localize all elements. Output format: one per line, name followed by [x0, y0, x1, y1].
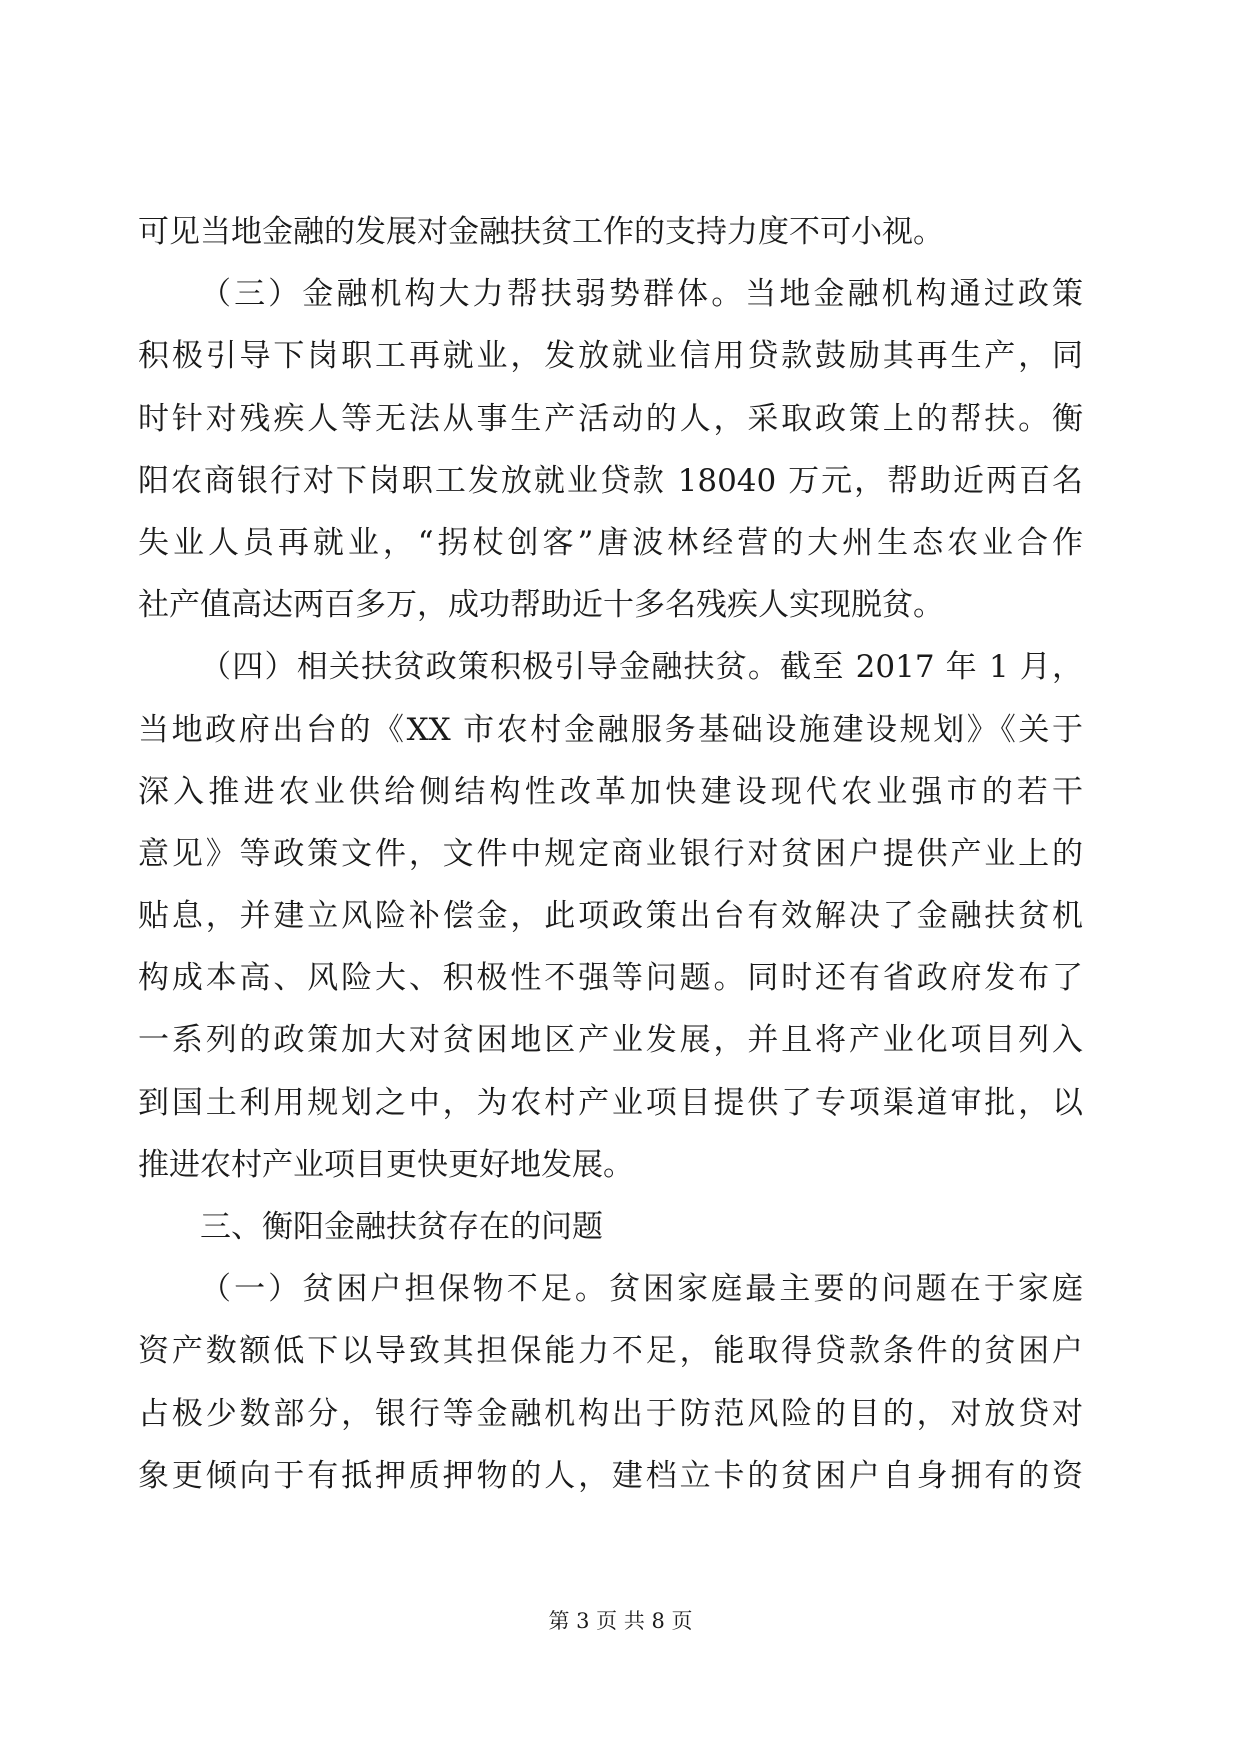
text-line: 资产数额低下以导致其担保能力不足，能取得贷款条件的贫困户	[138, 1333, 1083, 1370]
text-line: 阳农商银行对下岗职工发放就业贷款 18040 万元，帮助近两百名	[138, 462, 1083, 499]
page-number-footer: 第 3 页 共 8 页	[548, 1609, 693, 1633]
text-line: 占极少数部分，银行等金融机构出于防范风险的目的，对放贷对	[138, 1395, 1083, 1432]
text-line: 当地政府出台的《XX 市农村金融服务基础设施建设规划》《关于	[138, 711, 1083, 748]
section-heading: 三、衡阳金融扶贫存在的问题	[200, 1209, 603, 1245]
text-line: 可见当地金融的发展对金融扶贫工作的支持力度不可小视。	[138, 214, 944, 250]
text-line: 推进农村产业项目更快更好地发展。	[138, 1146, 634, 1183]
text-line: 时针对残疾人等无法从事生产活动的人，采取政策上的帮扶。衡	[138, 400, 1083, 437]
text-line: 深入推进农业供给侧结构性改革加快建设现代农业强市的若干	[138, 773, 1083, 810]
paragraph-line: （三）金融机构大力帮扶弱势群体。当地金融机构通过政策	[200, 276, 1083, 313]
text-line: 意见》等政策文件，文件中规定商业银行对贫困户提供产业上的	[138, 835, 1083, 872]
text-line: 象更倾向于有抵押质押物的人，建档立卡的贫困户自身拥有的资	[138, 1457, 1083, 1494]
paragraph-line: （四）相关扶贫政策积极引导金融扶贫。截至 2017 年 1 月，	[200, 649, 1083, 686]
paragraph-line: （一）贫困户担保物不足。贫困家庭最主要的问题在于家庭	[200, 1271, 1083, 1308]
body-text	[138, 206, 1083, 1512]
text-line: 到国土利用规划之中，为农村产业项目提供了专项渠道审批，以	[138, 1084, 1083, 1121]
text-line: 社产值高达两百多万，成功帮助近十多名残疾人实现脱贫。	[138, 587, 944, 624]
text-line: 贴息，并建立风险补偿金，此项政策出台有效解决了金融扶贫机	[138, 898, 1083, 935]
text-line: 积极引导下岗职工再就业，发放就业信用贷款鼓励其再生产，同	[138, 338, 1083, 375]
text-line: 失业人员再就业，“拐杖创客”唐波林经营的大州生态农业合作	[138, 524, 1083, 561]
text-line: 一系列的政策加大对贫困地区产业发展，并且将产业化项目列入	[138, 1022, 1083, 1059]
text-line: 构成本高、风险大、积极性不强等问题。同时还有省政府发布了	[138, 960, 1083, 997]
